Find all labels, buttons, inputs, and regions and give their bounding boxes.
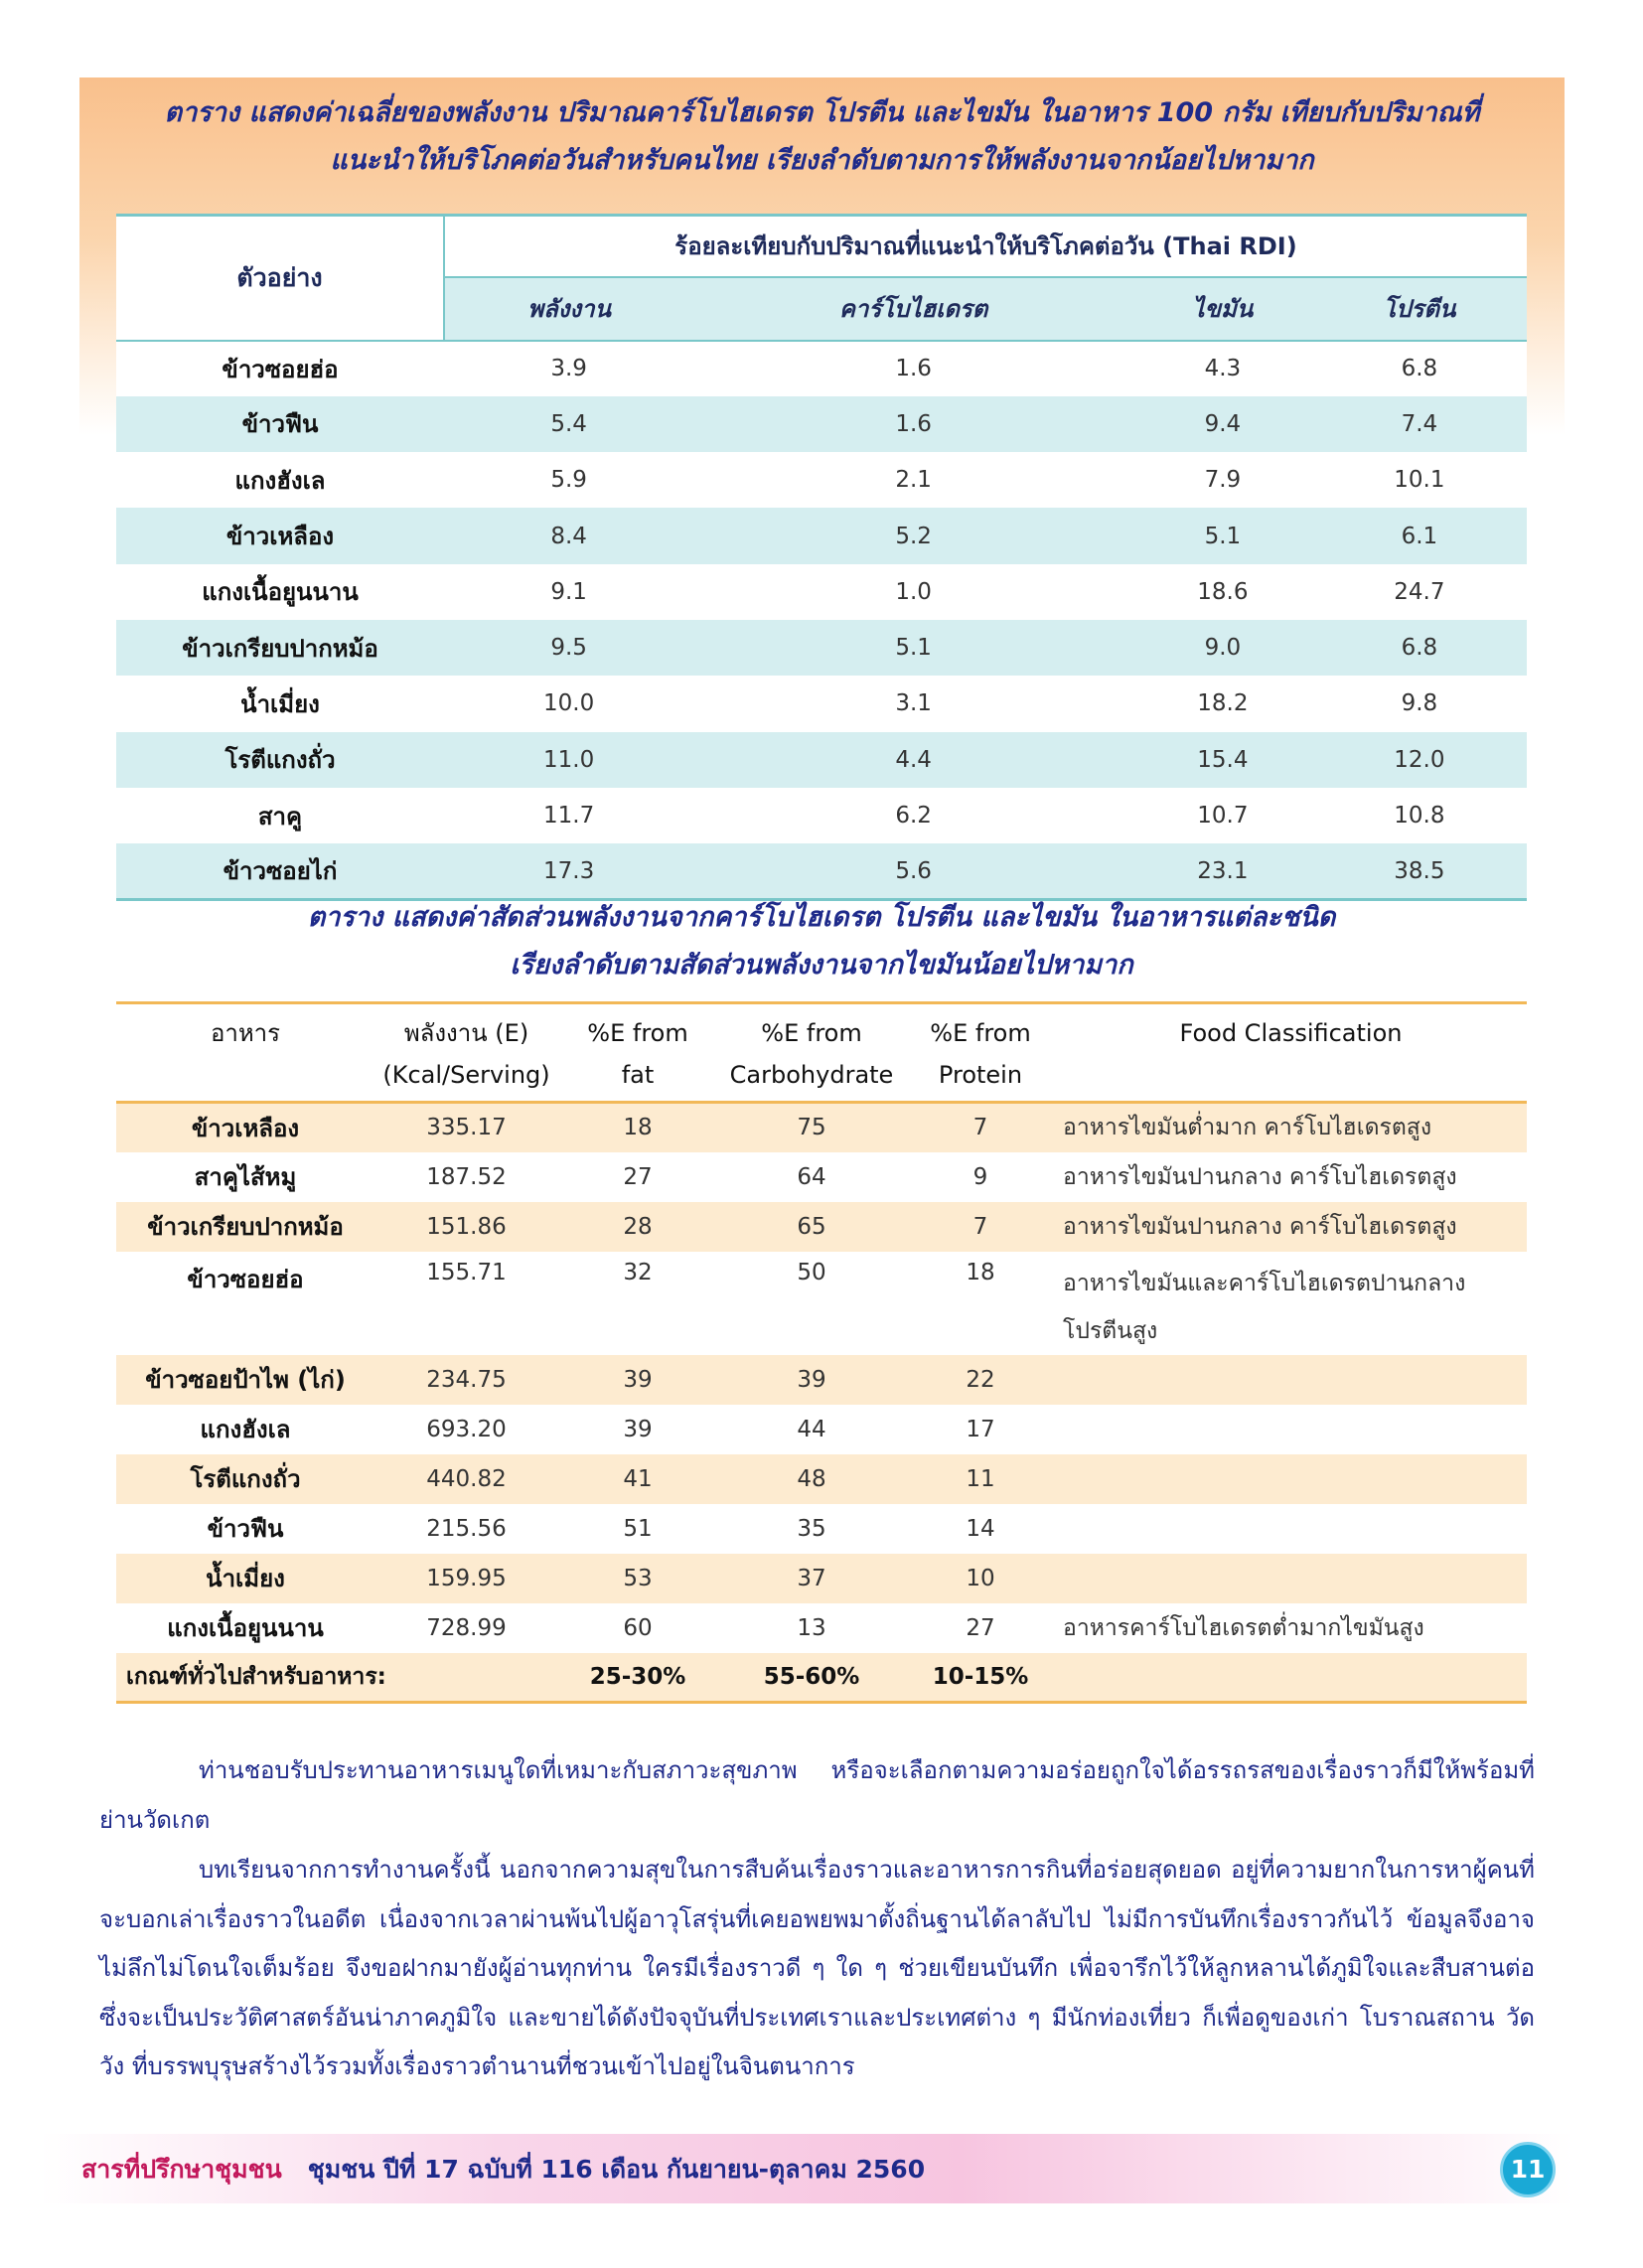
pct-carb-value: 35: [797, 1515, 826, 1542]
fat-value: 15.4: [1133, 732, 1312, 788]
pct-fat-value: 18: [558, 1103, 717, 1152]
energy-kcal-value: 215.56: [426, 1515, 507, 1542]
food-name: ข้าวซอยฮ่อ: [187, 1265, 304, 1293]
energy-kcal-value: 234.75: [374, 1355, 558, 1405]
table-row: [116, 732, 1527, 788]
protein-value: 6.1: [1312, 508, 1527, 563]
carb-value: 2.1: [895, 467, 932, 494]
pct-protein-value: 11: [906, 1454, 1055, 1504]
table-row: [116, 788, 1527, 843]
pct-carb-value: 13: [797, 1614, 826, 1641]
food-name: น้ำเมี่ยง: [116, 1554, 374, 1603]
pct-carb-value: 75: [717, 1103, 906, 1152]
table-row: [116, 1454, 1527, 1504]
table-row: [116, 1252, 1527, 1355]
fat-value: 10.7: [1197, 803, 1249, 830]
pct-fat-value: 60: [623, 1614, 653, 1641]
pct-fat-value: 27: [623, 1163, 653, 1190]
protein-value: 6.8: [1401, 356, 1438, 382]
pct-protein-value: 7: [906, 1103, 1055, 1152]
energy-value: 5.9: [550, 467, 587, 494]
table-row: [116, 508, 1527, 563]
energy-value: 9.1: [550, 578, 587, 605]
energy-kcal-value: 693.20: [426, 1416, 507, 1442]
energy-kcal-value: 335.17: [374, 1103, 558, 1152]
protein-value: 9.8: [1401, 690, 1438, 717]
food-name: ข้าวซอยไก่: [116, 843, 444, 899]
header-rdi: ร้อยละเทียบกับปริมาณที่แนะนำให้บริโภคต่อวัน (Thai RDI): [444, 216, 1527, 277]
criteria-empty: [1055, 1653, 1527, 1703]
table-row: [116, 1103, 1527, 1152]
issue-info: ชุมชน ปีที่ 17 ฉบับที่ 116 เดือน กันยายน-ตุลาคม 2560: [307, 2155, 926, 2184]
food-name: โรตีแกงถั่ว: [116, 1454, 374, 1504]
carb-value: 4.4: [693, 732, 1133, 788]
pct-fat-value: 41: [558, 1454, 717, 1504]
carb-value: 5.1: [693, 620, 1133, 676]
table-row: [116, 452, 1527, 508]
table-row: [116, 1355, 1527, 1405]
protein-value: 38.5: [1312, 843, 1527, 899]
pct-carb-value: 64: [797, 1163, 826, 1190]
pct-protein-value: 27: [966, 1614, 995, 1641]
food-classification: [1055, 1202, 1527, 1252]
fat-value: 18.6: [1197, 578, 1249, 605]
food-name: ข้าวเหลือง: [116, 1103, 374, 1152]
header-pct-fat: %E from fat: [558, 1003, 717, 1103]
publication-name: สารที่ปรึกษาชุมชน: [81, 2155, 282, 2184]
pct-fat-value: 51: [623, 1515, 653, 1542]
protein-value: 10.1: [1394, 467, 1445, 494]
table-row: [116, 341, 1527, 396]
fat-value: 9.0: [1133, 620, 1312, 676]
food-name: สาคู: [257, 802, 303, 831]
food-name: ข้าวซอยฮ่อ: [222, 355, 339, 383]
header-protein: โปรตีน: [1312, 277, 1527, 341]
energy-value: 11.7: [543, 803, 595, 830]
food-name: ข้าวเกรียบปากหม้อ: [116, 620, 444, 676]
pct-carb-value: 44: [797, 1416, 826, 1442]
fat-value: 23.1: [1133, 843, 1312, 899]
pct-fat-value: 39: [623, 1416, 653, 1442]
carb-value: 1.6: [693, 396, 1133, 452]
table-row: [116, 1202, 1527, 1252]
paragraph-2: บทเรียนจากการทำงานครั้งนี้ นอกจากความสุขในการสืบค้นเรื่องราวและอาหารการกินที่อร่อยสุดยอด อยู่ที่ความยากในการหาผู้คนที่จะบอกเล่าเรื่องราวในอดีต เนื่องจากเวลาผ่านพ้นไปผู้อาวุโสรุ่นที่เคยอพยพมาตั้งถิ่นฐานได้ลาลับไป ไม่มีการบันทึกเรื่องราวกันไว้ ข้อมูลจึงอาจไม่ลึกไม่โดนใจเต็มร้อย จึงขอฝากมายังผู้อ่านทุกท่าน ใครมีเรื่องราวดี ๆ ใด ๆ ช่วยเขียนบันทึก เพื่อจารึกไว้ให้ลูกหลานได้ภูมิใจและสืบสานต่อ ซึ่งจะเป็นประวัติศาสตร์อันน่าภาคภูมิใจ และขายได้ดังปัจจุบันที่ประเทศเราและประเทศต่าง ๆ มีนักท่องเที่ยว ก็เพื่อดูของเก่า โบราณสถาน วัดวัง ที่บรรพบุรุษสร้างไว้รวมทั้งเรื่องราวตำนานที่ชวนเข้าไปอยู่ในจินตนาการ: [99, 1856, 1536, 2080]
footer: [81, 2150, 925, 2190]
classification-line1: อาหารไขมันต่ำมาก คาร์โบไฮเดรตสูง: [1063, 1115, 1432, 1141]
classification-line1: อาหารไขมันและคาร์โบไฮเดรตปานกลาง: [1063, 1270, 1466, 1296]
pct-protein-value: 7: [906, 1202, 1055, 1252]
table-row: [116, 564, 1527, 620]
carb-value: 6.2: [895, 803, 932, 830]
food-name: แกงเนื้อยูนนาน: [202, 578, 359, 607]
header-carb: คาร์โบไฮเดรต: [693, 277, 1133, 341]
header-example: ตัวอย่าง: [116, 216, 444, 341]
fat-value: 4.3: [1204, 356, 1242, 382]
food-classification: [1055, 1103, 1527, 1152]
food-name: สาคูไส้หมู: [194, 1163, 297, 1191]
header-fat: ไขมัน: [1133, 277, 1312, 341]
criteria-carb: 55-60%: [717, 1653, 906, 1703]
pct-fat-value: 32: [623, 1259, 653, 1285]
food-name: น้ำเมี่ยง: [240, 689, 320, 718]
header-pct-carb: %E from Carbohydrate: [717, 1003, 906, 1103]
pct-protein-value: 22: [906, 1355, 1055, 1405]
header-energy-kcal: พลังงาน (E) (Kcal/Serving): [374, 1003, 558, 1103]
table-row: [116, 396, 1527, 452]
energy-value: 5.4: [444, 396, 693, 452]
pct-protein-value: 17: [966, 1416, 995, 1442]
energy-kcal-value: 155.71: [426, 1259, 507, 1285]
energy-value: 11.0: [444, 732, 693, 788]
rdi-comparison-table: [116, 214, 1527, 901]
table-row: [116, 676, 1527, 731]
energy-kcal-value: 151.86: [374, 1202, 558, 1252]
food-name: ข้าวฟืน: [116, 396, 444, 452]
pct-protein-value: 18: [966, 1259, 995, 1285]
criteria-fat: 25-30%: [558, 1653, 717, 1703]
table-row: [116, 1152, 1527, 1202]
food-name: ข้าวซอยป้าไพ (ไก่): [116, 1355, 374, 1405]
food-classification: [1055, 1554, 1527, 1603]
food-classification: [1055, 1405, 1527, 1454]
energy-kcal-value: 187.52: [426, 1163, 507, 1190]
pct-fat-value: 53: [558, 1554, 717, 1603]
table-row: [116, 1603, 1527, 1653]
food-classification: [1055, 1152, 1527, 1202]
table1-title-line1: ตาราง แสดงค่าเฉลี่ยของพลังงาน ปริมาณคาร์โบไฮเดรต โปรตีน และไขมัน ในอาหาร 100 กรัม เทียบกับปริมาณที่: [164, 97, 1480, 128]
header-classification: Food Classification: [1055, 1003, 1527, 1103]
fat-value: 7.9: [1204, 467, 1242, 494]
paragraph-1: ท่านชอบรับประทานอาหารเมนูใดที่เหมาะกับสภาวะสุขภาพ หรือจะเลือกตามความอร่อยถูกใจได้อรรถรสของเรื่องราวก็มีให้พร้อมที่ย่านวัดเกต: [99, 1756, 1535, 1834]
table-row: [116, 843, 1527, 899]
food-name: แกงเนื้อยูนนาน: [167, 1614, 324, 1642]
criteria-row: [116, 1653, 1527, 1703]
criteria-label: เกณฑ์ทั่วไปสำหรับอาหาร:: [116, 1653, 558, 1703]
energy-kcal-value: 159.95: [374, 1554, 558, 1603]
protein-value: 24.7: [1394, 578, 1445, 605]
table2-title-line2: เรียงลำดับตามสัดส่วนพลังงานจากไขมันน้อยไปหามาก: [510, 950, 1133, 981]
food-name: ข้าวฟืน: [207, 1515, 284, 1543]
pct-carb-value: 48: [717, 1454, 906, 1504]
classification-line1: อาหารคาร์โบไฮเดรตต่ำมากไขมันสูง: [1063, 1614, 1424, 1641]
food-classification: [1055, 1252, 1527, 1355]
food-name: แกงฮังเล: [234, 466, 326, 495]
pct-carb-value: 65: [717, 1202, 906, 1252]
energy-value: 17.3: [444, 843, 693, 899]
pct-protein-value: 9: [972, 1163, 988, 1190]
table-row: [116, 1405, 1527, 1454]
energy-ratio-table: [116, 1001, 1527, 1704]
protein-value: 10.8: [1394, 803, 1445, 830]
fat-value: 18.2: [1197, 690, 1249, 717]
food-classification: [1055, 1454, 1527, 1504]
pct-protein-value: 10: [906, 1554, 1055, 1603]
header-food: อาหาร: [116, 1003, 374, 1103]
pct-carb-value: 39: [717, 1355, 906, 1405]
food-classification: [1055, 1603, 1527, 1653]
protein-value: 7.4: [1312, 396, 1527, 452]
carb-value: 1.6: [895, 356, 932, 382]
energy-value: 10.0: [543, 690, 595, 717]
table1-title-line2: แนะนำให้บริโภคต่อวันสำหรับคนไทย เรียงลำดับตามการให้พลังงานจากน้อยไปหามาก: [330, 145, 1314, 176]
energy-value: 8.4: [444, 508, 693, 563]
criteria-protein: 10-15%: [906, 1653, 1055, 1703]
energy-kcal-value: 440.82: [374, 1454, 558, 1504]
carb-value: 1.0: [895, 578, 932, 605]
energy-value: 9.5: [444, 620, 693, 676]
protein-value: 12.0: [1312, 732, 1527, 788]
protein-value: 6.8: [1312, 620, 1527, 676]
header-pct-protein: %E from Protein: [906, 1003, 1055, 1103]
energy-kcal-value: 728.99: [426, 1614, 507, 1641]
table-row: [116, 1504, 1527, 1554]
food-classification: [1055, 1355, 1527, 1405]
fat-value: 5.1: [1133, 508, 1312, 563]
table-row: [116, 620, 1527, 676]
table-row: [116, 1554, 1527, 1603]
table2-title-line1: ตาราง แสดงค่าสัดส่วนพลังงานจากคาร์โบไฮเดรต โปรตีน และไขมัน ในอาหารแต่ละชนิด: [307, 902, 1336, 933]
carb-value: 5.2: [693, 508, 1133, 563]
pct-carb-value: 37: [717, 1554, 906, 1603]
energy-value: 3.9: [550, 356, 587, 382]
classification-line1: อาหารไขมันปานกลาง คาร์โบไฮเดรตสูง: [1063, 1163, 1457, 1190]
page-number: 11: [1500, 2142, 1556, 2197]
food-name: ข้าวเกรียบปากหม้อ: [116, 1202, 374, 1252]
pct-fat-value: 28: [558, 1202, 717, 1252]
pct-fat-value: 39: [558, 1355, 717, 1405]
food-name: โรตีแกงถั่ว: [116, 732, 444, 788]
classification-line1: อาหารไขมันปานกลาง คาร์โบไฮเดรตสูง: [1063, 1213, 1457, 1240]
carb-value: 5.6: [693, 843, 1133, 899]
header-energy: พลังงาน: [444, 277, 693, 341]
carb-value: 3.1: [895, 690, 932, 717]
table1-title: [79, 89, 1565, 185]
pct-protein-value: 14: [966, 1515, 995, 1542]
table2-title: [116, 894, 1527, 989]
food-name: ข้าวเหลือง: [116, 508, 444, 563]
pct-carb-value: 50: [797, 1259, 826, 1285]
food-name: แกงฮังเล: [200, 1416, 291, 1443]
food-classification: [1055, 1504, 1527, 1554]
classification-line2: โปรตีนสูง: [1063, 1317, 1158, 1344]
fat-value: 9.4: [1133, 396, 1312, 452]
